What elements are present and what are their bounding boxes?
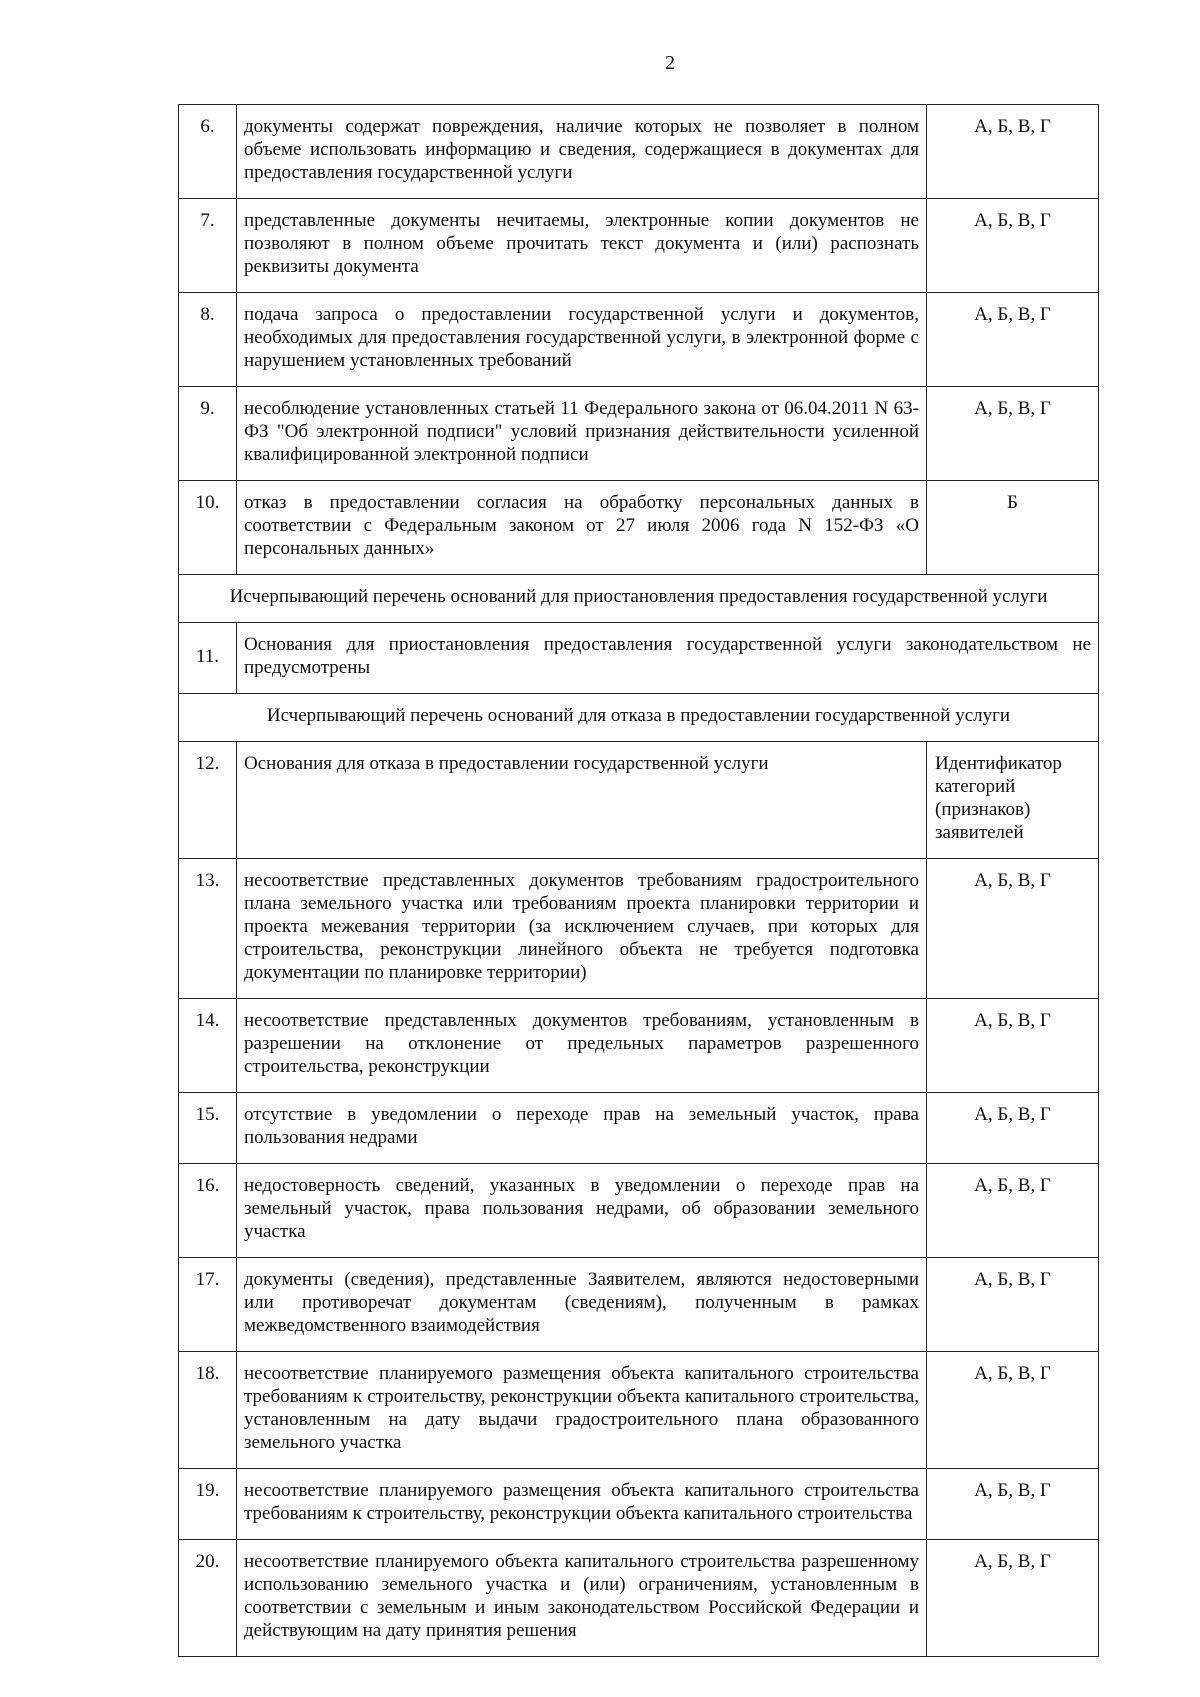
row-categories: А, Б, В, Г	[927, 1164, 1099, 1258]
row-text: несоответствие планируемого размещения объекта капитального строительства требованиям к строительству, реконструкции объекта капитального строительства	[237, 1469, 927, 1540]
row-text: несоответствие представленных документов требованиям, установленным в разрешении на отклонение от предельных параметров разрешенного строительства, реконструкции	[237, 999, 927, 1093]
table-row	[179, 1469, 1099, 1540]
section-heading-row	[179, 575, 1099, 623]
row-number: 13.	[179, 859, 237, 999]
row-text: подача запроса о предоставлении государственной услуги и документов, необходимых для предоставления государственной услуги, в электронной форме с нарушением установленных требований	[237, 293, 927, 387]
row-categories: А, Б, В, Г	[927, 199, 1099, 293]
row-categories: Б	[927, 481, 1099, 575]
table-row	[179, 1164, 1099, 1258]
row-text: Основания для приостановления предоставления государственной услуги законодательством не предусмотрены	[237, 623, 1099, 694]
table-row	[179, 1258, 1099, 1352]
table-row	[179, 859, 1099, 999]
row-categories: А, Б, В, Г	[927, 293, 1099, 387]
row-text: документы содержат повреждения, наличие которых не позволяет в полном объеме использовать информацию и сведения, содержащиеся в документах для предоставления государственной услуги	[237, 105, 927, 199]
row-categories: А, Б, В, Г	[927, 1258, 1099, 1352]
row-number: 18.	[179, 1352, 237, 1469]
row-number: 12.	[179, 742, 237, 859]
table-row	[179, 199, 1099, 293]
row-categories: А, Б, В, Г	[927, 999, 1099, 1093]
row-text: несоответствие планируемого объекта капитального строительства разрешенному использованию земельного участка и (или) ограничениям, установленным в соответствии с земельным и иным законодательством Российской Федерации и действующим на дату принятия решения	[237, 1540, 927, 1657]
row-categories: А, Б, В, Г	[927, 1540, 1099, 1657]
row-number: 11.	[179, 623, 237, 694]
page-number: 2	[665, 52, 675, 74]
table-row	[179, 105, 1099, 199]
row-number: 7.	[179, 199, 237, 293]
row-text: несоответствие представленных документов требованиям градостроительного плана земельного участка или требованиям проекта планировки территории и проекта межевания территории (за исключением случаев, при которых для строительства, реконструкции линейного объекта не требуется подготовка документации по планировке территории)	[237, 859, 927, 999]
row-number: 15.	[179, 1093, 237, 1164]
table-row	[179, 387, 1099, 481]
table-row	[179, 999, 1099, 1093]
row-text: несоблюдение установленных статьей 11 Федерального закона от 06.04.2011 N 63-ФЗ "Об электронной подписи" условий признания действительности усиленной квалифицированной электронной подписи	[237, 387, 927, 481]
row-number: 17.	[179, 1258, 237, 1352]
row-categories: А, Б, В, Г	[927, 859, 1099, 999]
grounds-table	[178, 104, 1099, 1657]
row-number: 16.	[179, 1164, 237, 1258]
row-text: отказ в предоставлении согласия на обработку персональных данных в соответствии с Федеральным законом от 27 июля 2006 года N 152-ФЗ «О персональных данных»	[237, 481, 927, 575]
section-heading-row	[179, 694, 1099, 742]
row-categories: А, Б, В, Г	[927, 105, 1099, 199]
row-text: недостоверность сведений, указанных в уведомлении о переходе прав на земельный участок, права пользования недрами, об образовании земельного участка	[237, 1164, 927, 1258]
row-number: 8.	[179, 293, 237, 387]
table-row	[179, 623, 1099, 694]
row-text: отсутствие в уведомлении о переходе прав на земельный участок, права пользования недрами	[237, 1093, 927, 1164]
row-text: несоответствие планируемого размещения объекта капитального строительства требованиям к строительству, реконструкции объекта капитального строительства, установленным на дату выдачи градостроительного плана образованного земельного участка	[237, 1352, 927, 1469]
column-header-identifier: Идентификатор категорий (признаков) заявителей	[927, 742, 1099, 859]
row-categories: А, Б, В, Г	[927, 1352, 1099, 1469]
row-number: 19.	[179, 1469, 237, 1540]
row-number: 14.	[179, 999, 237, 1093]
table-row	[179, 481, 1099, 575]
row-number: 9.	[179, 387, 237, 481]
row-text: документы (сведения), представленные Заявителем, являются недостоверными или противоречат документам (сведениям), полученным в рамках межведомственного взаимодействия	[237, 1258, 927, 1352]
table-row	[179, 1540, 1099, 1657]
row-number: 10.	[179, 481, 237, 575]
table-row	[179, 293, 1099, 387]
section-refusal-heading: Исчерпывающий перечень оснований для отказа в предоставлении государственной услуги	[179, 694, 1099, 742]
row-categories: А, Б, В, Г	[927, 387, 1099, 481]
column-header-row	[179, 742, 1099, 859]
column-header-grounds: Основания для отказа в предоставлении государственной услуги	[237, 742, 927, 859]
table-row	[179, 1093, 1099, 1164]
row-categories: А, Б, В, Г	[927, 1093, 1099, 1164]
row-number: 20.	[179, 1540, 237, 1657]
row-categories: А, Б, В, Г	[927, 1469, 1099, 1540]
row-number: 6.	[179, 105, 237, 199]
row-text: представленные документы нечитаемы, электронные копии документов не позволяют в полном объеме прочитать текст документа и (или) распознать реквизиты документа	[237, 199, 927, 293]
table-row	[179, 1352, 1099, 1469]
section-suspension-heading: Исчерпывающий перечень оснований для приостановления предоставления государственной услуги	[179, 575, 1099, 623]
